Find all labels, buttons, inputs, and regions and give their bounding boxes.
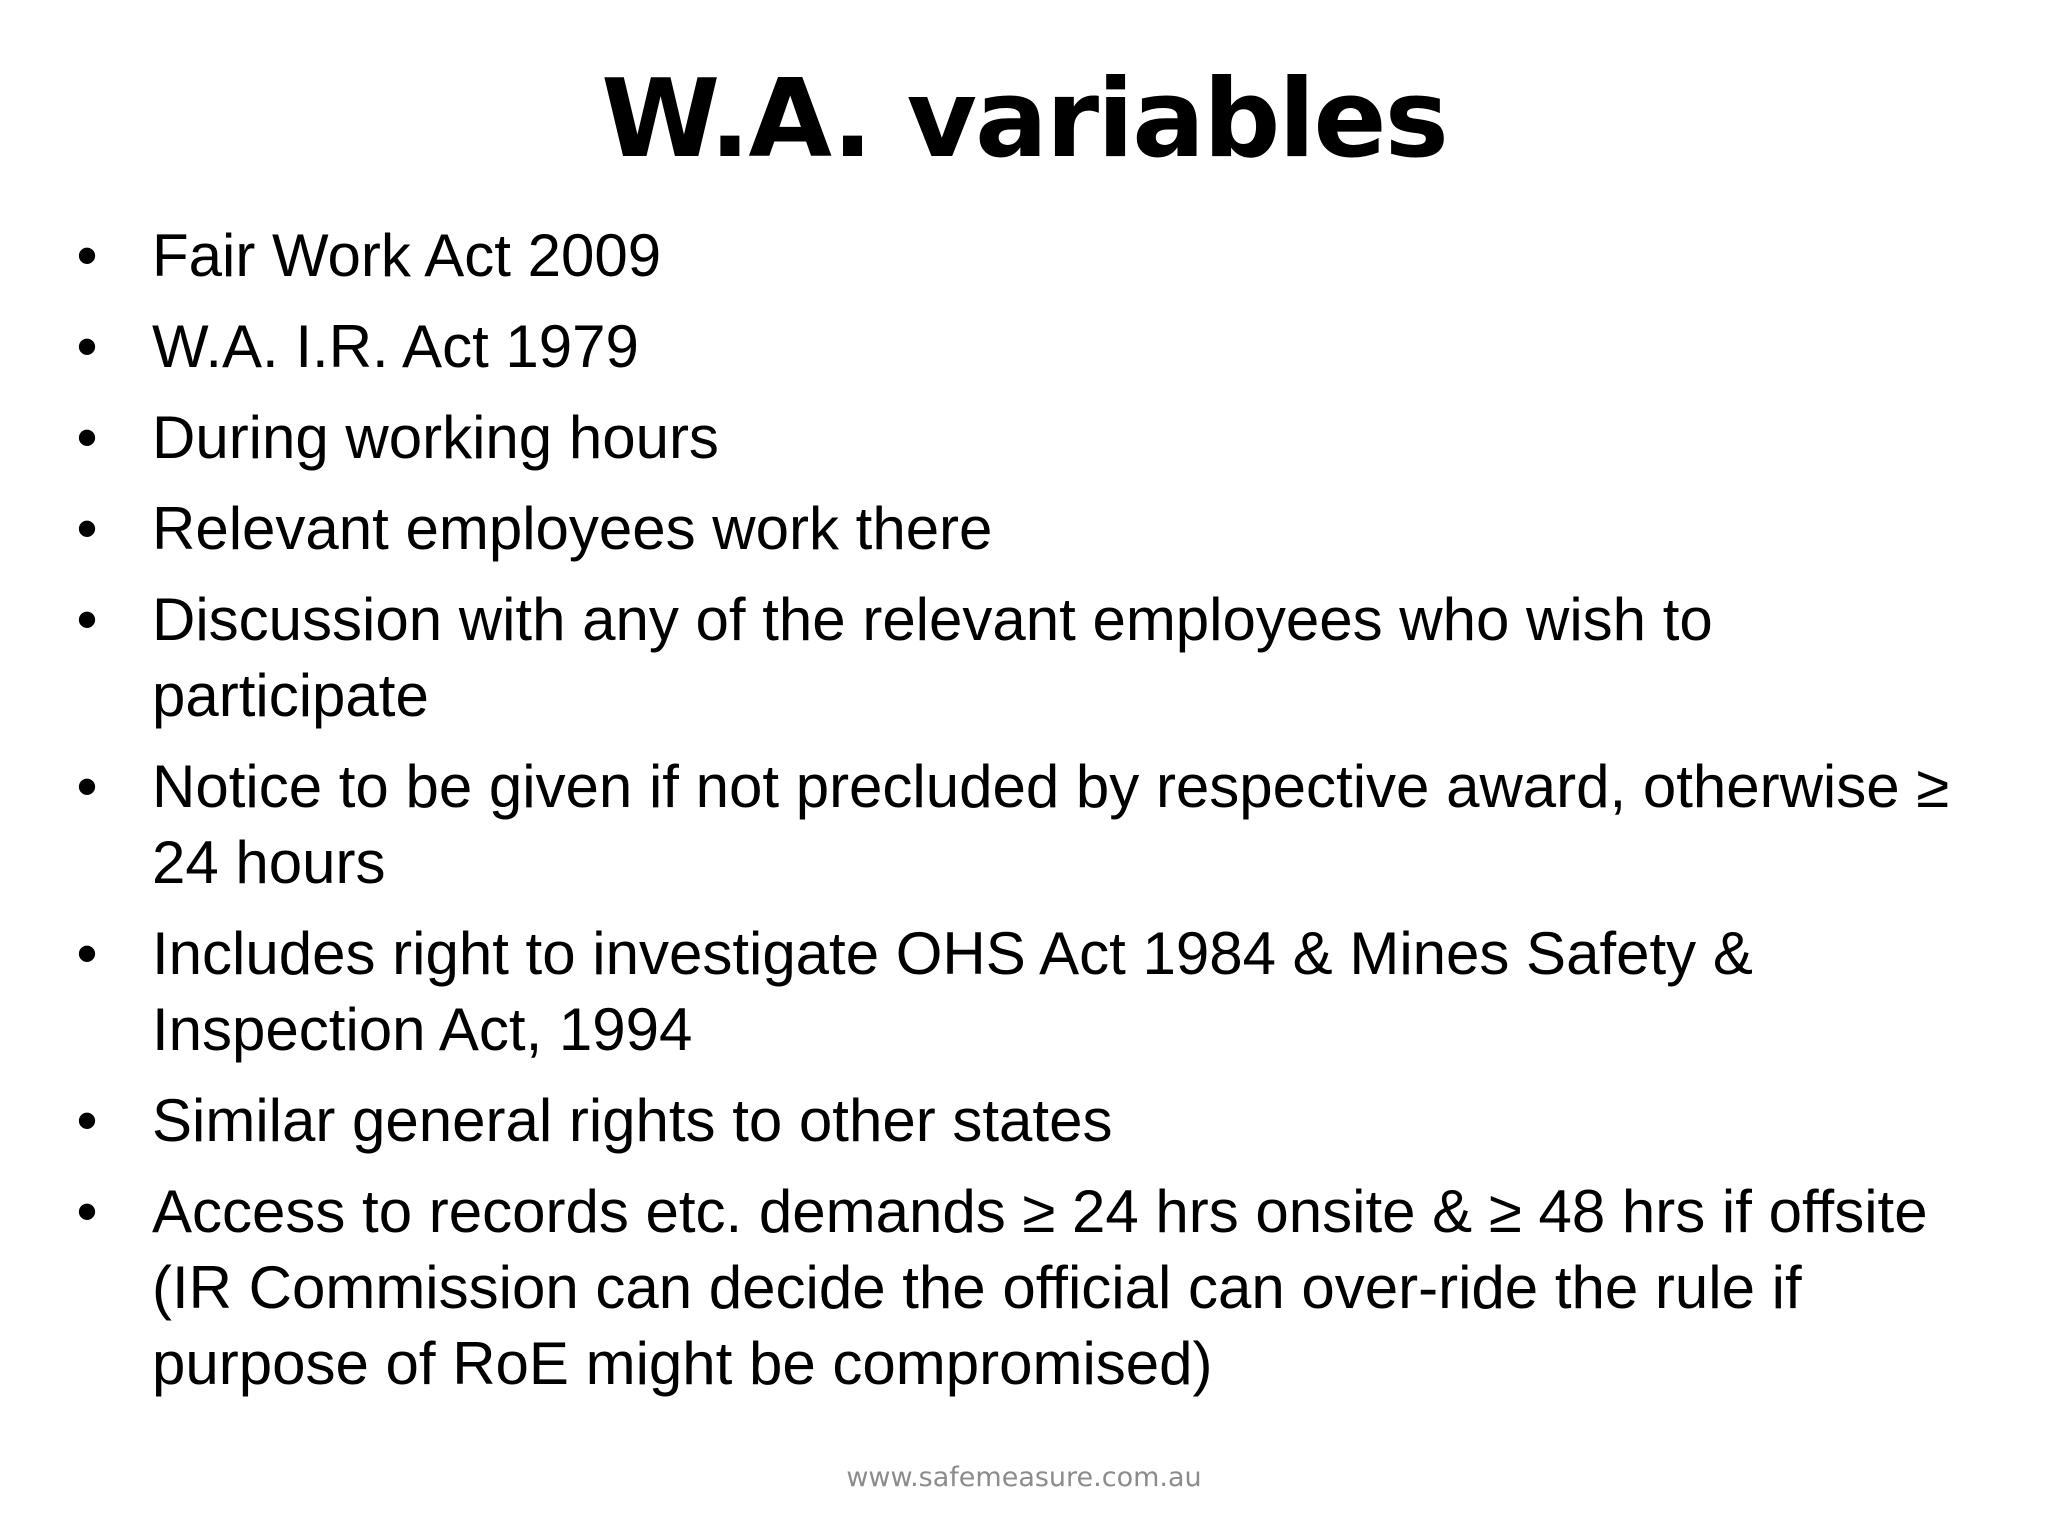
bullet-item <box>72 916 1972 1068</box>
bullet-text: Access to records etc. demands ≥ 24 hrs onsite & ≥ 48 hrs if offsite (IR Commission can decide the official can over-ride the rule if purpose of RoE might be compromised) <box>152 1178 1928 1397</box>
bullet-icon: • <box>76 920 98 987</box>
bullet-text: Notice to be given if not precluded by respective award, otherwise ≥ 24 hours <box>152 753 1950 896</box>
bullet-icon: • <box>76 1178 98 1245</box>
bullet-text: Relevant employees work there <box>152 495 993 562</box>
bullet-text: Includes right to investigate OHS Act 1984 & Mines Safety & Inspection Act, 1994 <box>152 920 1753 1063</box>
slide-title: W.A. variables <box>601 57 1447 182</box>
bullet-item <box>72 749 1972 901</box>
bullet-icon: • <box>76 222 98 289</box>
bullet-text: Fair Work Act 2009 <box>152 222 662 289</box>
bullet-item <box>72 1174 1972 1402</box>
bullet-text: Discussion with any of the relevant employees who wish to participate <box>152 586 1713 729</box>
footer-url: www.safemeasure.com.au <box>846 1462 1202 1493</box>
bullet-list <box>72 218 1972 1417</box>
bullet-item <box>72 582 1972 734</box>
bullet-text: W.A. I.R. Act 1979 <box>152 313 639 380</box>
bullet-icon: • <box>76 586 98 653</box>
bullet-icon: • <box>76 404 98 471</box>
bullet-item <box>72 309 1972 385</box>
bullet-item <box>72 491 1972 567</box>
bullet-text: Similar general rights to other states <box>152 1087 1113 1154</box>
bullet-icon: • <box>76 313 98 380</box>
bullet-icon: • <box>76 753 98 820</box>
bullet-item <box>72 1083 1972 1159</box>
bullet-item <box>72 218 1972 294</box>
bullet-icon: • <box>76 495 98 562</box>
bullet-text: During working hours <box>152 404 719 471</box>
bullet-item <box>72 400 1972 476</box>
bullet-icon: • <box>76 1087 98 1154</box>
